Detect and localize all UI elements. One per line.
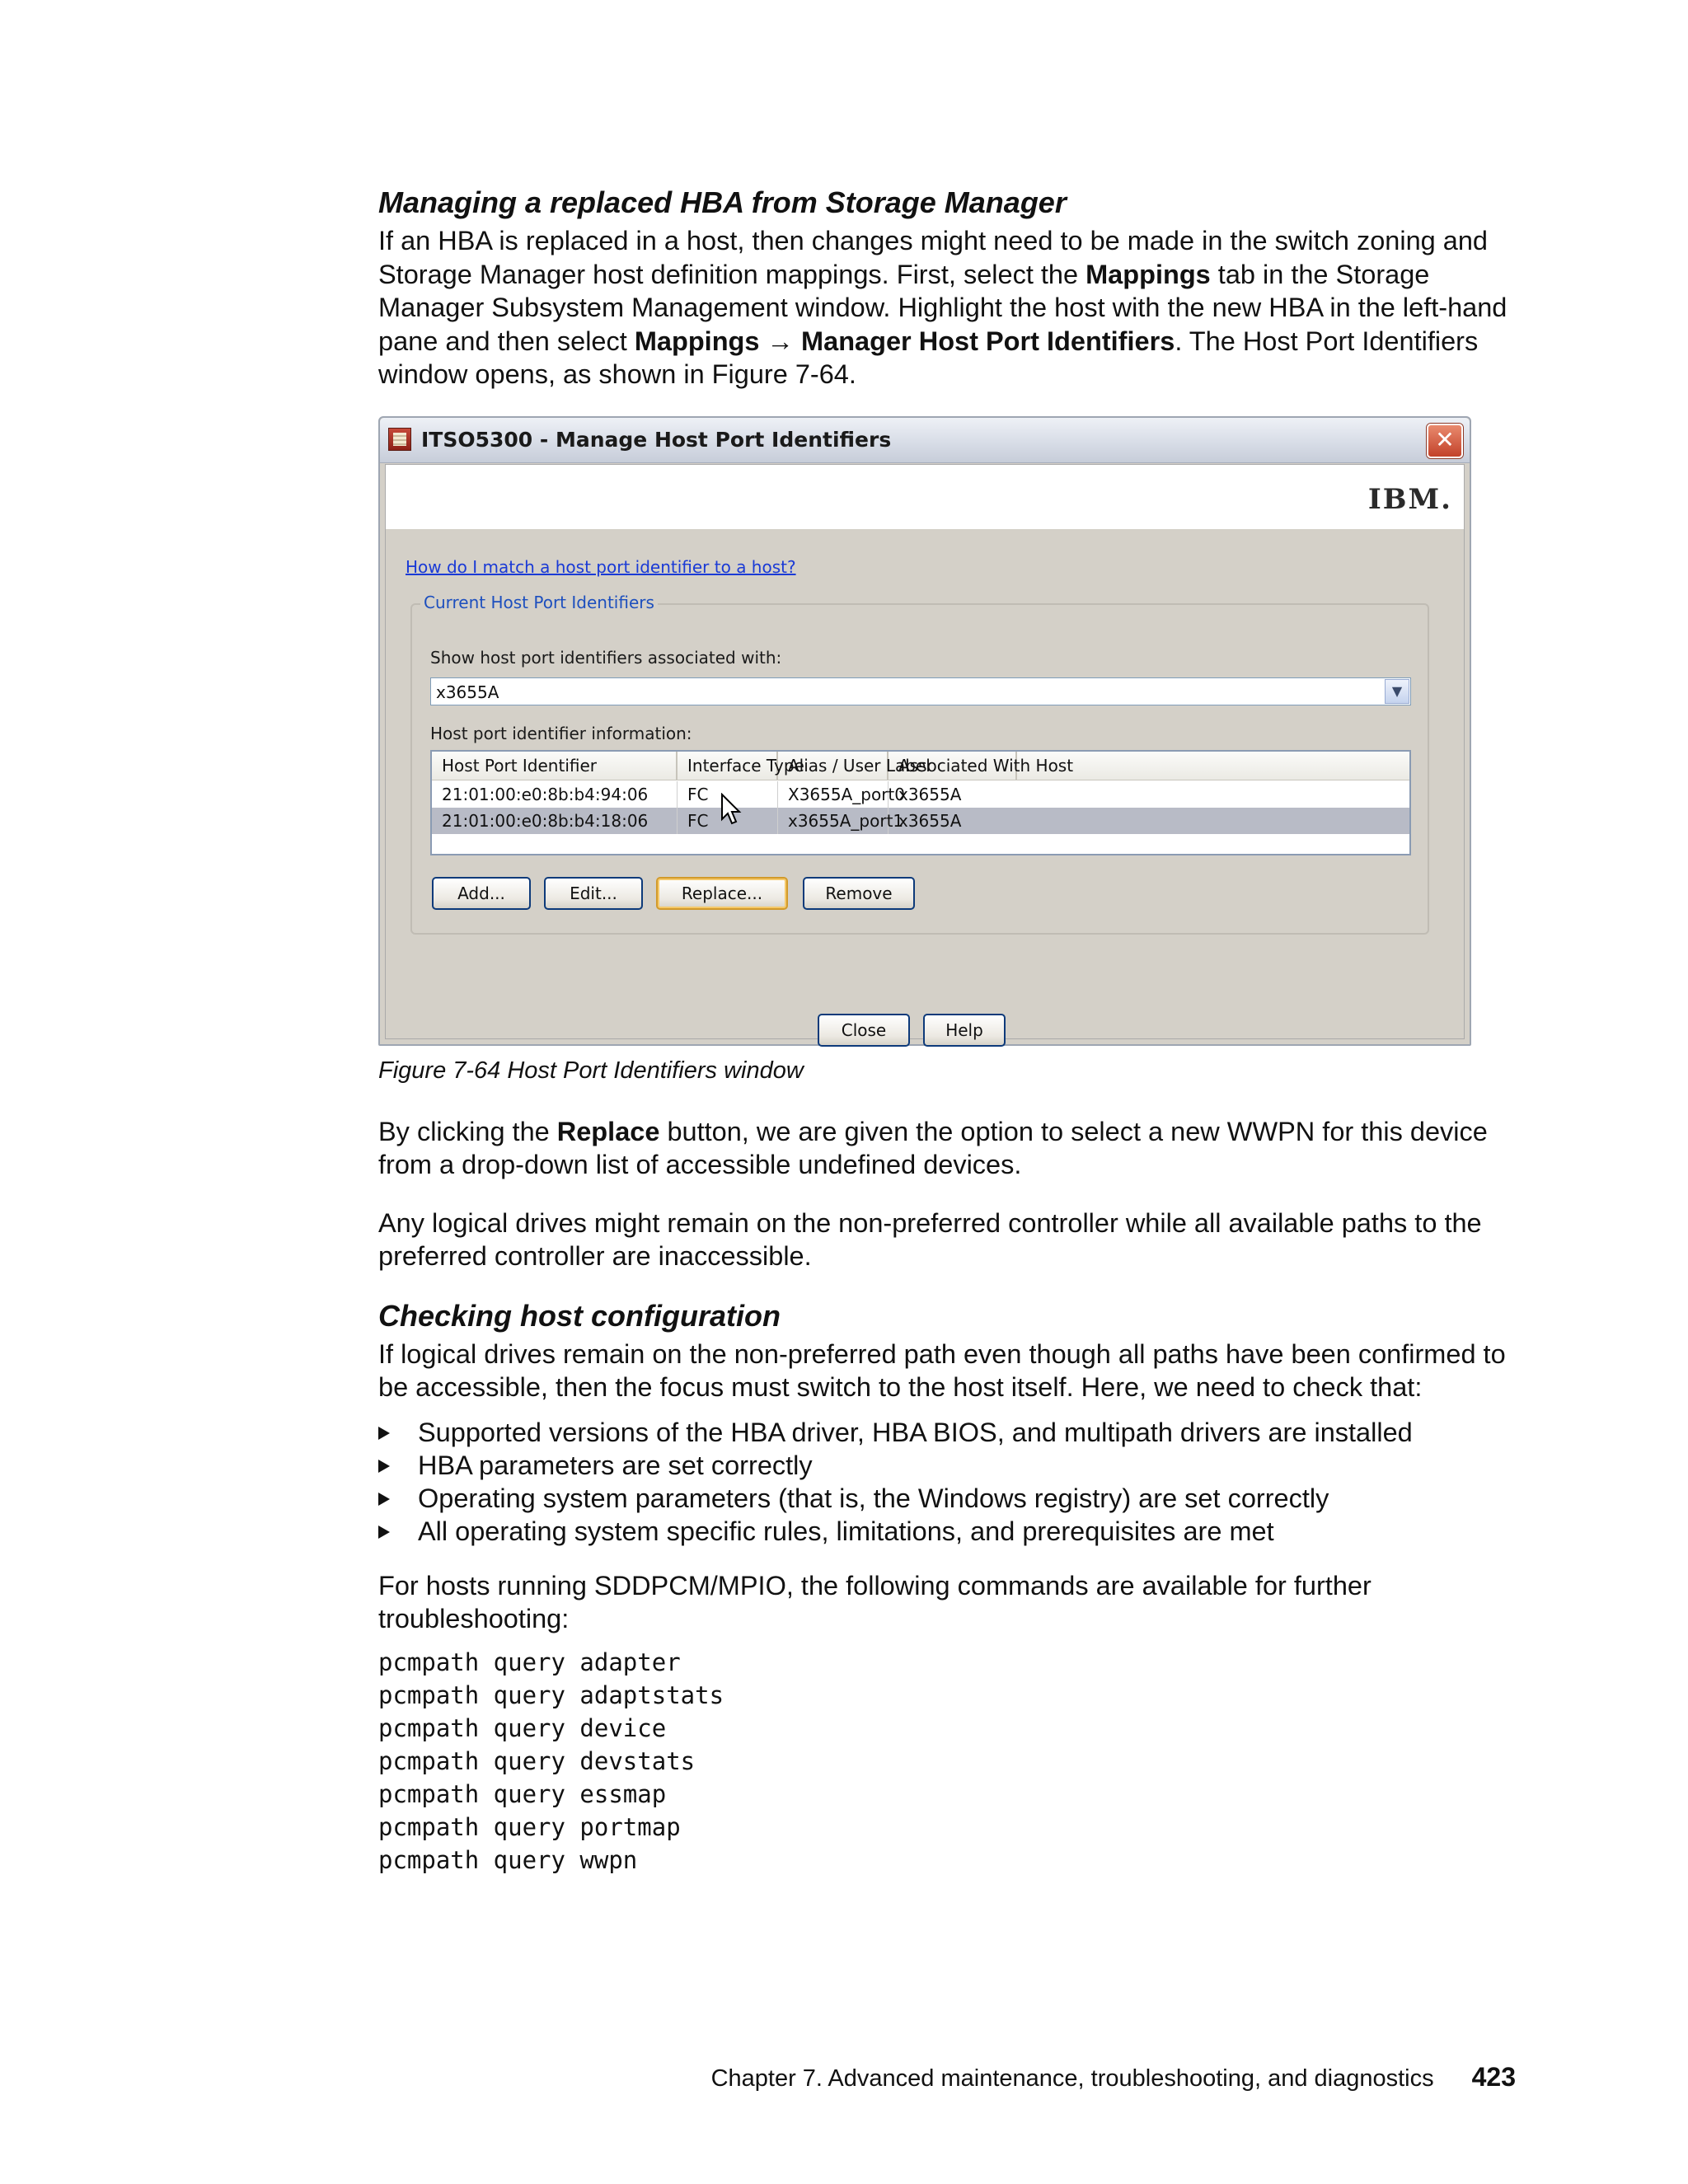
- table-header: [432, 752, 1409, 780]
- bold-manager-host-port-identifiers: Manager Host Port Identifiers: [801, 326, 1175, 356]
- chapter-title: Chapter 7. Advanced maintenance, troubleshooting, and diagnostics: [710, 2065, 1434, 2092]
- text: button, we are given the option to select a new WWPN for this device from a drop-down list of accessible undefined devices.: [378, 1116, 1488, 1179]
- header-band: [386, 465, 1464, 529]
- page-footer: [0, 2062, 1516, 2093]
- cell-identifier: 21:01:00:e0:8b:b4:94:06: [432, 781, 678, 808]
- text: By clicking the: [378, 1116, 557, 1146]
- list-item: [378, 1482, 1516, 1515]
- list-item: [378, 1449, 1516, 1482]
- content: [378, 185, 1516, 1877]
- ibm-logo: IBM.: [1367, 482, 1452, 516]
- list-item-text: HBA parameters are set correctly: [418, 1450, 813, 1480]
- show-label: Show host port identifiers associated with:: [430, 647, 782, 668]
- window-titlebar[interactable]: [380, 418, 1470, 463]
- text: If an HBA is replaced in a host, then changes might need to be made in the switch zoning and Storage Manager host definition mappings. First, select the: [378, 226, 1488, 289]
- current-host-port-identifiers-group: [410, 592, 1429, 935]
- list-item-text: Operating system parameters (that is, the Windows registry) are set correctly: [418, 1483, 1329, 1513]
- chevron-down-icon[interactable]: ▼: [1385, 679, 1409, 704]
- command-line: pcmpath query adapter: [378, 1647, 681, 1676]
- column-header[interactable]: Associated With Host: [889, 752, 1017, 780]
- paragraph-sddpcm: For hosts running SDDPCM/MPIO, the following commands are available for further troubleshooting:: [378, 1570, 1372, 1633]
- info-label: Host port identifier information:: [430, 723, 692, 743]
- cell-identifier: 21:01:00:e0:8b:b4:18:06: [432, 808, 678, 834]
- bold-mappings-menu: Mappings: [634, 326, 760, 356]
- cell-host: x3655A: [898, 784, 962, 804]
- column-header[interactable]: Host Port Identifier: [432, 752, 678, 780]
- help-link[interactable]: How do I match a host port identifier to a host?: [406, 556, 796, 577]
- add-button[interactable]: Add...: [432, 877, 531, 910]
- list-item-text: Supported versions of the HBA driver, HBA BIOS, and multipath drivers are installed: [418, 1417, 1413, 1447]
- remove-button[interactable]: Remove: [803, 877, 915, 910]
- host-select[interactable]: [430, 677, 1411, 705]
- cell-interface: FC: [678, 781, 778, 808]
- arrow: →: [759, 326, 802, 356]
- list-item: [378, 1416, 1516, 1449]
- section-heading-replaced-hba: Managing a replaced HBA from Storage Manager: [378, 185, 1067, 219]
- column-header[interactable]: Interface Type: [678, 752, 778, 780]
- text: tab in the Storage Manager Subsystem Management window. Highlight the host with the new HBA in the left-hand pane and then select: [378, 259, 1507, 356]
- mouse-pointer-icon: [720, 793, 742, 826]
- bullet-triangle-icon: [378, 1460, 390, 1473]
- cell-host: x3655A: [898, 810, 962, 831]
- figure-caption: Figure 7-64 Host Port Identifiers window: [378, 1057, 804, 1084]
- command-line: pcmpath query devstats: [378, 1746, 696, 1775]
- cell-interface: FC: [678, 808, 778, 834]
- text: . The Host Port Identifiers window opens, as shown in Figure 7-64.: [378, 326, 1479, 389]
- app-icon: [388, 428, 411, 451]
- paragraph-intro: [378, 224, 1516, 391]
- table-row[interactable]: [432, 781, 1409, 808]
- column-header[interactable]: Alias / User Label: [778, 752, 889, 780]
- table-row-selected[interactable]: [432, 808, 1409, 834]
- group-title: Current Host Port Identifiers: [420, 593, 658, 612]
- bullet-triangle-icon: [378, 1493, 390, 1506]
- paragraph-logical-drives: Any logical drives might remain on the non-preferred controller while all available paths to the preferred controller are inaccessible.: [378, 1207, 1482, 1271]
- section-heading-host-config: Checking host configuration: [378, 1298, 781, 1333]
- edit-button[interactable]: Edit...: [544, 877, 643, 910]
- bullet-triangle-icon: [378, 1427, 390, 1440]
- paragraph-host-config: If logical drives remain on the non-preferred path even though all paths have been confirmed to be accessible, then the focus must switch to the host itself. Here, we need to check that:: [378, 1338, 1506, 1402]
- host-select-value: x3655A: [436, 682, 499, 702]
- bold-replace: Replace: [556, 1116, 660, 1146]
- host-port-identifiers-window: [378, 416, 1471, 1046]
- command-line: pcmpath query portmap: [378, 1812, 681, 1841]
- bold-mappings: Mappings: [1085, 259, 1211, 289]
- close-button[interactable]: Close: [818, 1014, 910, 1047]
- command-line: pcmpath query device: [378, 1713, 667, 1742]
- bullet-triangle-icon: [378, 1526, 390, 1539]
- command-list: [378, 1646, 1516, 1877]
- command-line: pcmpath query essmap: [378, 1779, 667, 1808]
- window-title: ITSO5300 - Manage Host Port Identifiers: [421, 427, 892, 452]
- command-line: pcmpath query adaptstats: [378, 1680, 724, 1709]
- replace-button[interactable]: Replace...: [656, 877, 788, 910]
- host-port-table: [430, 750, 1411, 855]
- list-item-text: All operating system specific rules, limitations, and prerequisites are met: [418, 1516, 1274, 1546]
- checklist: [378, 1416, 1516, 1548]
- command-line: pcmpath query wwpn: [378, 1845, 638, 1874]
- window-client-area: [385, 464, 1465, 1039]
- cell-alias: X3655A_port0: [778, 781, 889, 808]
- help-button[interactable]: Help: [923, 1014, 1006, 1047]
- close-icon[interactable]: ✕: [1427, 424, 1463, 458]
- list-item: [378, 1515, 1516, 1548]
- paragraph-replace: [378, 1115, 1516, 1182]
- page-number: 423: [1471, 2062, 1516, 2092]
- cell-alias: x3655A_port1: [778, 808, 889, 834]
